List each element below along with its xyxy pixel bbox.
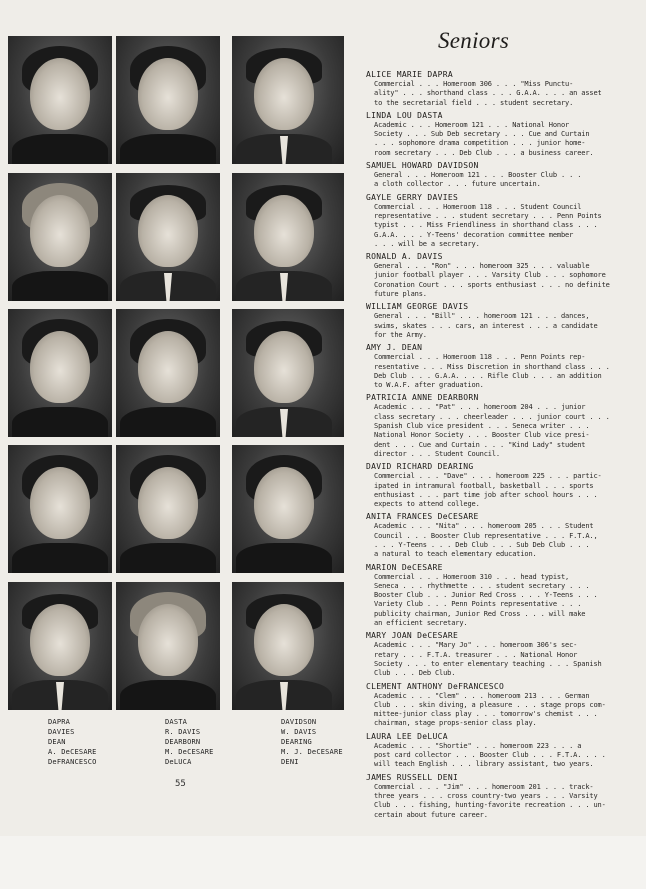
bio-description-line: resentative . . . Miss Discretion in shorthand class . . . <box>374 362 610 371</box>
photo-grid <box>8 36 344 712</box>
photo-caption-name: DASTA <box>165 718 188 726</box>
senior-bio <box>366 773 634 820</box>
senior-portrait-photo <box>116 445 220 573</box>
senior-portrait-photo <box>8 582 112 710</box>
senior-bio <box>366 111 634 158</box>
bio-description-line: Commercial . . . Homeroom 306 . . . "Miss Punctu- <box>374 80 574 88</box>
bio-description-line: G.A.A. . . . Y-Teens' decoration committee member <box>374 230 574 239</box>
bio-description-line: Deb Club . . . G.A.A. . . . Rifle Club . . . an addition <box>374 371 602 380</box>
bio-description-line: Variety Club . . . Penn Points representative . . . <box>374 600 582 609</box>
bio-description-line: Seneca . . . rhythmette . . . student secretary . . . <box>374 581 590 590</box>
senior-portrait-photo <box>116 173 220 301</box>
bio-description-line: a cloth collector . . . future uncertain. <box>374 180 541 189</box>
senior-portrait-photo <box>116 309 220 437</box>
bio-description-line: publicity chairman, Junior Red Cross . . . will make <box>374 609 586 618</box>
bio-description-line: Academic . . . "Nita" . . . homeroom 205 . . . Student <box>374 522 594 531</box>
name-column-2 <box>165 717 214 767</box>
bio-description-line: General . . . Homeroom 121 . . . Booster Club . . . <box>374 171 582 180</box>
senior-bio <box>366 343 634 390</box>
senior-bio <box>366 512 634 559</box>
bio-description-line: certain about future career. <box>374 810 488 819</box>
bio-description-line: chairman, stage props-senior class play. <box>374 719 537 728</box>
bio-description-line: Council . . . Booster Club representative . . . F.T.A., <box>374 531 598 540</box>
senior-bio <box>366 682 634 729</box>
bio-description-line: Club . . . Deb Club. <box>374 669 456 678</box>
senior-portrait-photo <box>8 36 112 164</box>
bio-description-line: class secretary . . . cheerleader . . . junior court . . . <box>374 412 610 421</box>
photo-caption-name: DeLUCA <box>165 758 192 766</box>
bio-student-name: DAVID RICHARD DEARING <box>366 462 474 472</box>
senior-bio <box>366 252 634 299</box>
bio-description-line: . . . sophomore drama competition . . . junior home- <box>374 139 586 148</box>
photo-caption-name: DEARING <box>281 738 312 746</box>
bio-description-line: Commercial . . . Homeroom 118 . . . Student Council <box>374 202 582 211</box>
photo-caption-name: DENI <box>281 758 299 766</box>
senior-bio <box>366 70 634 108</box>
bio-student-name: SAMUEL HOWARD DAVIDSON <box>366 161 479 171</box>
bio-description-line: Commercial . . . Homeroom 118 . . . Penn Points rep- <box>374 353 586 362</box>
bio-description-line: an efficient secretary. <box>374 619 468 628</box>
bio-description-line: expects to attend college. <box>374 500 480 509</box>
photo-caption-name: M. DeCESARE <box>165 748 214 756</box>
name-column-1 <box>48 717 97 767</box>
bio-description-line: mittee-junior class play . . . tomorrow's chemist . . . <box>374 710 598 719</box>
photo-caption-name: DAVIES <box>48 728 75 736</box>
bio-description-line: Commercial . . . "Jim" . . . homeroom 201 . . . track- <box>374 782 594 791</box>
senior-portrait-photo <box>8 309 112 437</box>
senior-bios <box>366 70 634 823</box>
bio-description-line: Coronation Court . . . sports enthusiast . . . no definite <box>374 280 610 289</box>
bio-description-line: to W.A.F. after graduation. <box>374 381 484 390</box>
bio-description-line: Academic . . . "Shortie" . . . homeroom 223 . . . a <box>374 741 582 750</box>
bio-description-line: future plans. <box>374 290 427 299</box>
bio-student-name: ANITA FRANCES DeCESARE <box>366 512 479 522</box>
bio-student-name: PATRICIA ANNE DEARBORN <box>366 393 479 403</box>
senior-bio <box>366 563 634 629</box>
bio-description-line: a natural to teach elementary education. <box>374 550 537 559</box>
photo-caption-name: DAPRA <box>48 718 71 726</box>
bio-description-line: enthusiast . . . part time job after school hours . . . <box>374 490 598 499</box>
photo-caption-name: DEARBORN <box>165 738 201 746</box>
senior-portrait-photo <box>232 445 344 573</box>
bio-description-line: for the Army. <box>374 330 427 339</box>
page-heading: Seniors <box>438 28 510 53</box>
bio-student-name: CLEMENT ANTHONY DeFRANCESCO <box>366 681 505 691</box>
bio-description-line: ality" . . . shorthand class . . . G.A.A. . . . an asset <box>374 89 602 98</box>
senior-bio <box>366 302 634 340</box>
bio-student-name: LAURA LEE DeLUCA <box>366 731 448 741</box>
senior-portrait-photo <box>232 309 344 437</box>
bio-student-name: GAYLE GERRY DAVIES <box>366 192 459 202</box>
bio-description-line: typist . . . Miss Friendliness in shorthand class . . . <box>374 221 598 230</box>
bio-description-line: Spanish Club vice president . . . Seneca writer . . . <box>374 422 590 431</box>
bio-description-line: director . . . Student Council. <box>374 449 500 458</box>
bio-student-name: JAMES RUSSELL DENI <box>366 772 459 782</box>
photo-caption-name: W. DAVIS <box>281 728 317 736</box>
bio-description-line: representative . . . student secretary . . . Penn Points <box>374 211 602 220</box>
page-number: 55 <box>175 779 186 789</box>
bio-student-name: MARION DeCESARE <box>366 562 443 572</box>
bio-description-line: Commercial . . . "Dave" . . . homeroom 225 . . . partic- <box>374 472 602 481</box>
bio-description-line: will teach English . . . library assistant, two years. <box>374 760 594 769</box>
bio-description-line: retary . . . F.T.A. treasurer . . . National Honor <box>374 650 578 659</box>
bio-description-line: Academic . . . Homeroom 121 . . . National Honor <box>374 120 570 129</box>
senior-bio <box>366 462 634 509</box>
photo-caption-name: A. DeCESARE <box>48 748 97 756</box>
bio-description-line: General . . . "Bill" . . . homeroom 121 . . . dances, <box>374 312 590 321</box>
bio-description-line: room secretary . . . Deb Club . . . a business career. <box>374 148 594 157</box>
bio-description-line: Academic . . . "Clem" . . . homeroom 213 . . . German <box>374 691 590 700</box>
senior-bio <box>366 631 634 678</box>
bio-student-name: AMY J. DEAN <box>366 343 423 353</box>
bio-student-name: WILLIAM GEORGE DAVIS <box>366 302 469 312</box>
bio-student-name: LINDA LOU DASTA <box>366 110 443 120</box>
senior-bio <box>366 161 634 190</box>
bio-description-line: post card collector . . . Booster Club . . . F.T.A. . . . <box>374 751 606 760</box>
senior-bio <box>366 732 634 770</box>
senior-portrait-photo <box>8 445 112 573</box>
senior-portrait-photo <box>116 582 220 710</box>
bio-description-line: Academic . . . "Mary Jo" . . . homeroom 306's sec- <box>374 641 578 650</box>
senior-bio <box>366 193 634 249</box>
photo-caption-name: DeFRANCESCO <box>48 758 97 766</box>
bio-description-line: Society . . . Sub Deb secretary . . . Cue and Curtain <box>374 130 590 139</box>
bio-description-line: . . . will be a secretary. <box>374 239 480 248</box>
page-margin <box>0 836 646 889</box>
photo-caption-name: M. J. DeCESARE <box>281 748 343 756</box>
senior-portrait-photo <box>232 36 344 164</box>
bio-student-name: MARY JOAN DeCESARE <box>366 631 459 641</box>
bio-student-name: ALICE MARIE DAPRA <box>366 70 453 79</box>
photo-caption-name: R. DAVIS <box>165 728 201 736</box>
bio-description-line: Booster Club . . . Junior Red Cross . . . Y-Teens . . . <box>374 591 598 600</box>
name-column-3 <box>281 717 343 767</box>
bio-description-line: National Honor Society . . . Booster Club vice presi- <box>374 431 590 440</box>
photo-caption-name: DAVIDSON <box>281 718 317 726</box>
bio-description-line: Commercial . . . Homeroom 310 . . . head typist, <box>374 572 570 581</box>
bio-description-line: three years . . . cross country-two years . . . Varsity <box>374 791 598 800</box>
bio-description-line: Society . . . to enter elementary teaching . . . Spanish <box>374 659 602 668</box>
bio-description-line: Club . . . fishing, hunting-favorite recreation . . . un- <box>374 801 606 810</box>
bio-description-line: ipated in intramural football, basketball . . . sports <box>374 481 594 490</box>
bio-description-line: to the secretarial field . . . student secretary. <box>374 98 574 107</box>
senior-bio <box>366 393 634 459</box>
senior-portrait-photo <box>232 582 344 710</box>
senior-portrait-photo <box>8 173 112 301</box>
bio-description-line: swims, skates . . . cars, an interest . . . a candidate <box>374 321 598 330</box>
photo-caption-name: DEAN <box>48 738 66 746</box>
senior-portrait-photo <box>232 173 344 301</box>
bio-student-name: RONALD A. DAVIS <box>366 252 443 262</box>
bio-description-line: . . . Y-Teens . . . Deb Club . . . Sub Deb Club . . . <box>374 540 590 549</box>
bio-description-line: dent . . . Cue and Curtain . . . "Kind Lady" student <box>374 440 586 449</box>
bio-description-line: Club . . . skin diving, a pleasure . . . stage props com- <box>374 700 606 709</box>
senior-portrait-photo <box>116 36 220 164</box>
bio-description-line: General . . . "Ron" . . . homeroom 325 . . . valuable <box>374 262 590 271</box>
bio-description-line: Academic . . . "Pat" . . . homeroom 204 . . . junior <box>374 403 586 412</box>
bio-description-line: junior football player . . . Varsity Club . . . sophomore <box>374 271 606 280</box>
